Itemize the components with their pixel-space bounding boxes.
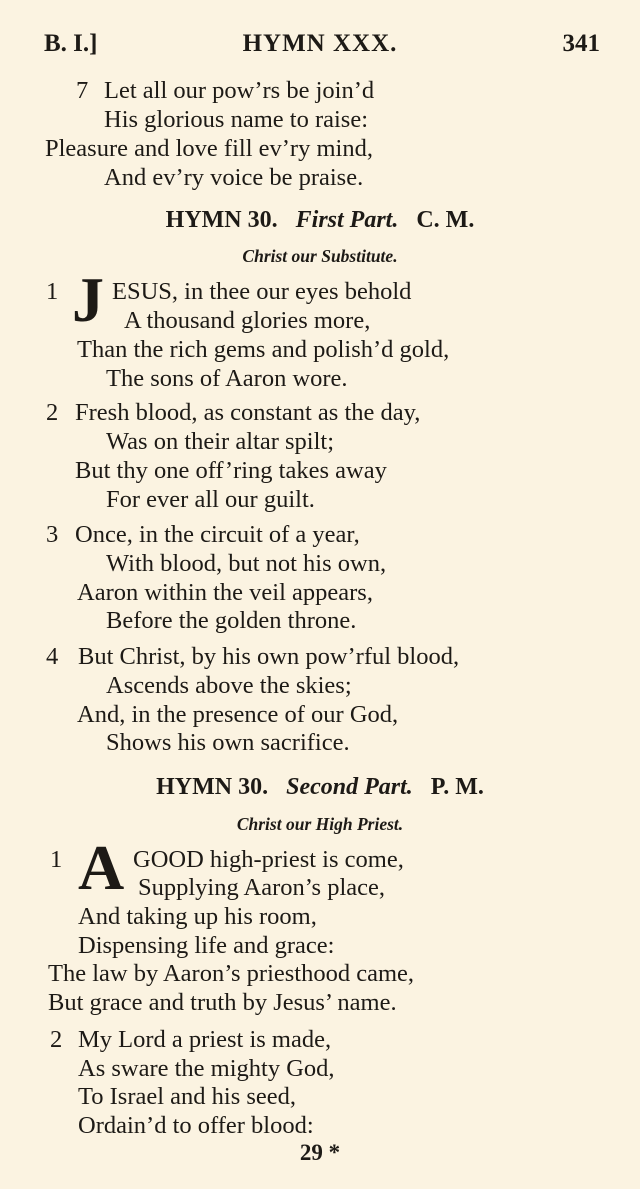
- verse-line: But grace and truth by Jesus’ name.: [48, 989, 397, 1016]
- verse-line: GOOD high-priest is come,: [133, 846, 404, 873]
- verse-line: Before the golden throne.: [106, 607, 357, 634]
- verse-line: Supplying Aaron’s place,: [138, 874, 386, 901]
- hymn-meter: P. M.: [430, 774, 484, 800]
- verse-line: With blood, but not his own,: [106, 550, 387, 577]
- running-title: HYMN XXX.: [242, 30, 398, 57]
- verse-line: Once, in the circuit of a year,: [75, 521, 360, 548]
- verse-line: A thousand glories more,: [124, 307, 371, 334]
- verse-line: But Christ, by his own pow’rful blood,: [78, 643, 460, 670]
- hymn-title-part: Second Part.: [286, 774, 413, 800]
- hymn-title: [0, 774, 640, 801]
- signature-mark: 29 *: [299, 1140, 341, 1165]
- verse-line: Pleasure and love fill ev’ry mind,: [45, 135, 373, 162]
- running-header: [0, 30, 640, 70]
- verse-number: 2: [50, 1026, 63, 1053]
- hymn-subtitle: Christ our Substitute.: [242, 246, 398, 266]
- verse-line: Aaron within the veil appears,: [77, 579, 373, 606]
- verse-line: Let all our pow’rs be join’d: [104, 77, 375, 104]
- verse-line: The sons of Aaron wore.: [106, 365, 348, 392]
- verse-line: But thy one off’ring takes away: [75, 457, 387, 484]
- verse-line: Dispensing life and grace:: [78, 932, 335, 959]
- verse-number: 3: [46, 521, 59, 548]
- verse-line: Ordain’d to offer blood:: [78, 1112, 314, 1139]
- hymn-title-part: First Part.: [295, 207, 399, 233]
- drop-cap: J: [72, 264, 104, 335]
- verse-line: Was on their altar spilt;: [106, 428, 335, 455]
- page-number: 341: [562, 30, 600, 57]
- verse-line: ESUS, in thee our eyes behold: [112, 278, 412, 305]
- verse-line: And ev’ry voice be praise.: [104, 164, 364, 191]
- verse-number: 4: [46, 643, 59, 670]
- verse-line: For ever all our guilt.: [106, 486, 315, 513]
- hymn-meter: C. M.: [416, 207, 475, 233]
- verse-line: Fresh blood, as constant as the day,: [75, 399, 421, 426]
- verse-number: 7: [76, 77, 89, 104]
- verse-number: 1: [50, 846, 63, 873]
- verse-number: 2: [46, 399, 59, 426]
- verse-line: As sware the mighty God,: [78, 1055, 335, 1082]
- verse-line: And taking up his room,: [78, 903, 317, 930]
- book-reference: B. I.]: [44, 30, 98, 57]
- hymn-title-number: HYMN 30.: [165, 207, 278, 233]
- verse-line: To Israel and his seed,: [78, 1083, 297, 1110]
- verse-line: My Lord a priest is made,: [78, 1026, 332, 1053]
- verse-line: His glorious name to raise:: [104, 106, 369, 133]
- hymn-title: [0, 207, 640, 234]
- verse-number: 1: [46, 278, 59, 305]
- verse-line: And, in the presence of our God,: [77, 701, 399, 728]
- verse-line: Shows his own sacrifice.: [106, 729, 350, 756]
- hymn-subtitle: Christ our High Priest.: [236, 814, 404, 834]
- hymn-title-number: HYMN 30.: [156, 774, 269, 800]
- verse-line: The law by Aaron’s priesthood came,: [48, 960, 415, 987]
- verse-line: Ascends above the skies;: [106, 672, 352, 699]
- verse-line: Than the rich gems and polish’d gold,: [77, 336, 450, 363]
- drop-cap: A: [78, 832, 125, 903]
